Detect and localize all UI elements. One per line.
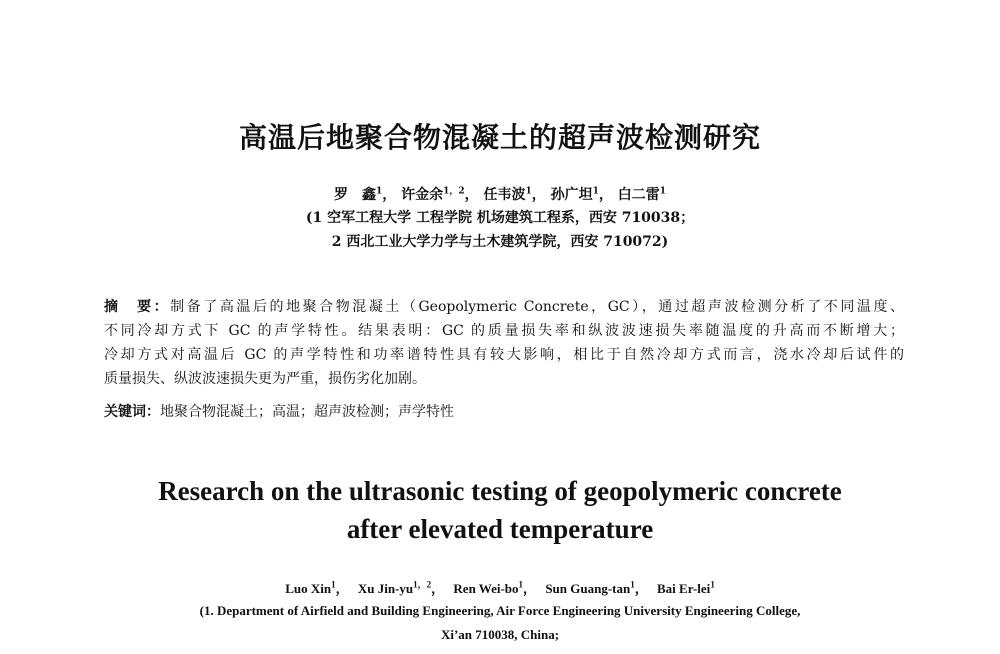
chinese-keywords xyxy=(104,401,454,421)
english-title: Research on the ultrasonic testing of geopolymeric concrete xyxy=(158,476,842,506)
chinese-affiliation: 2 西北工业大学力学与土木建筑学院，西安 710072) xyxy=(331,234,669,250)
abstract-line: 摘 要：制备了高温后的地聚合物混凝土（Geopolymeric Concrete，GC），通过超声波检测分析了不同温度、 xyxy=(104,299,905,315)
abstract-label: 摘 要： xyxy=(104,299,171,315)
author-en: Sun Guang-$\tan^1$， xyxy=(545,579,648,596)
abstract-line: 质量损失、纵波波速损失更为严重，损伤劣化加剧。 xyxy=(104,371,426,387)
chinese-affiliation: (1 空军工程大学 工程学院 机场建筑工程系，西安 710038； xyxy=(305,210,695,226)
author-cn: 许金余$^{1,2}$， xyxy=(401,186,479,203)
english-affiliation: (1. Department of Airfield and Building Engineering, Air Force Engineering University Engineering College, xyxy=(199,603,801,618)
keywords-text: 地聚合物混凝土；高温；超声波检测；声学特性 xyxy=(160,404,454,420)
author-cn: 罗 鑫$^1$， xyxy=(333,186,397,203)
abstract-line: 冷却方式对高温后 GC 的声学特性和功率谱特性具有较大影响，相比于自然冷却方式而言，浇水冷却后试件的 xyxy=(104,347,904,363)
author-en: Luo Xin$^1$， xyxy=(285,579,349,596)
chinese-authors xyxy=(0,184,1000,204)
keywords-label: 关键词： xyxy=(104,404,160,420)
english-affiliation: Xi’an 710038, China; xyxy=(440,627,560,642)
abstract-line: 不同冷却方式下 GC 的声学特性。结果表明：GC 的质量损失率和纵波波速损失率随温度的升高而不断增大； xyxy=(104,323,904,339)
chinese-abstract xyxy=(104,295,904,391)
author-cn: 孙广坦$^1$， xyxy=(550,186,613,203)
author-en: Ren Wei-$bo^1$， xyxy=(453,579,537,596)
chinese-title: 高温后地聚合物混凝土的超声波检测研究 xyxy=(238,121,761,154)
english-authors xyxy=(0,578,1000,597)
english-title: after elevated temperature xyxy=(346,514,654,544)
author-en: Xu Jin-$yu^{1,2}$， xyxy=(357,579,445,596)
author-cn: 任韦波$^1$， xyxy=(483,186,546,203)
author-en: Bai Er-lei$^1$ xyxy=(656,579,715,596)
author-cn: 白二雷$^1$ xyxy=(617,186,667,203)
